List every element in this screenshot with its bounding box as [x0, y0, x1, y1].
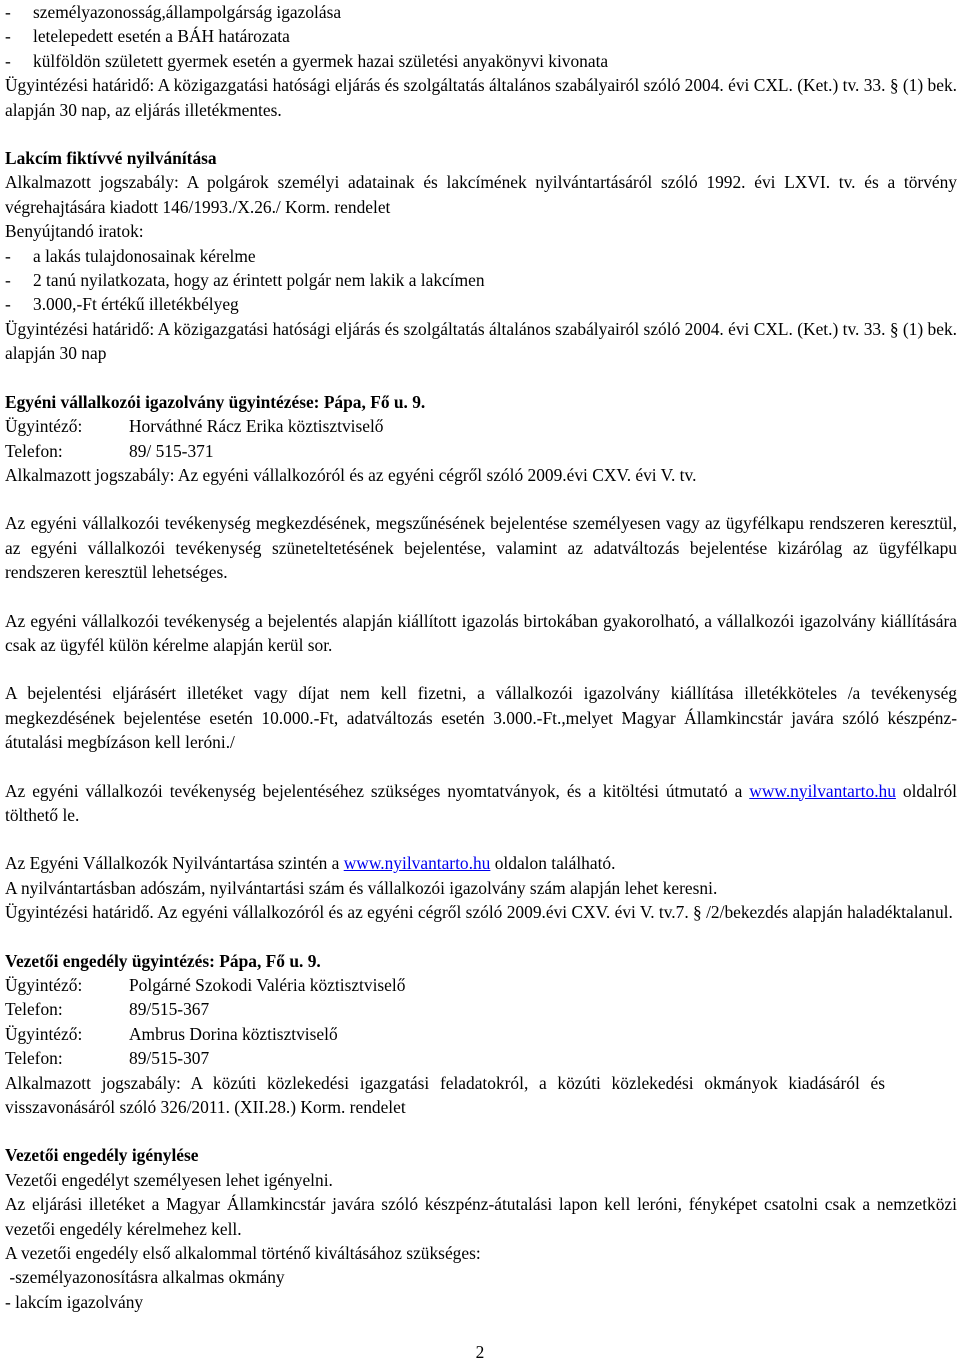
vezetoi-law: Alkalmazott jogszabály: A közúti közlekedési igazgatási feladatokról, a közúti közlekedési okmányok kiadásáról és visszavonásáról szóló 326/2011. (XII.28.) Korm. rendelet — [5, 1072, 885, 1118]
list-item: - lakcím igazolvány — [5, 1291, 144, 1312]
lakcim-law: Alkalmazott jogszabály: A polgárok személyi adatainak és lakcímének nyilvántartásáról szóló 1992. évi LXVI. tv. és a törvény végrehajtására kiadott 146/1993./X.26./ Korm. rendelet — [5, 172, 957, 217]
contact-row — [5, 973, 957, 997]
contact-label: Ügyintéző: — [5, 1023, 83, 1044]
paragraph: Vezetői engedélyt személyesen lehet igényelni. — [5, 1169, 333, 1190]
contact-row — [5, 414, 957, 438]
phone-row — [5, 439, 957, 463]
page-number: 2 — [475, 1342, 485, 1362]
phone-number: 89/515-367 — [129, 999, 210, 1020]
list-item: - 3.000,-Ft értékű illetékbélyeg — [5, 292, 957, 316]
phone-number: 89/ 515-371 — [129, 440, 214, 461]
paragraph: Ügyintézési határidő. Az egyéni vállalkozóról és az egyéni cégről szóló 2009.évi CXV. évi V. tv.7. § /2/bekezdés alapján haladéktalanul. — [5, 902, 953, 923]
list-item: -személyazonosításra alkalmas okmány — [5, 1267, 285, 1288]
section-title-igenyles: Vezetői engedély igénylése — [5, 1145, 199, 1166]
section-title-lakcim: Lakcím fiktívvé nyilvánítása — [5, 148, 217, 169]
phone-label: Telefon: — [5, 999, 63, 1020]
vallalkozoi-law: Alkalmazott jogszabály: Az egyéni vállalkozóról és az egyéni cégről szóló 2009.évi CXV. évi V. tv. — [5, 464, 697, 485]
paragraph: Az eljárási illetéket a Magyar Államkincstár javára szóló készpénz-átutalási lapon kell leróni, fényképet csatolni csak a nemzetközi vezetői engedély kérelmehez kell. — [5, 1194, 957, 1239]
document-page — [5, 0, 957, 1314]
paragraph: A bejelentési eljárásért illetéket vagy díjat nem kell fizetni, a vállalkozói igazolvány kiállítása illetékköteles /a tevékenység megkezdésének bejelentése esetén 10.000.-Ft, adatváltozás esetén 3.000.-Ft.,melyet Magyar Államkincstár javára szóló készpénz-átutalási megbízáson kell leróni./ — [5, 683, 957, 753]
contact-label: Ügyintéző: — [5, 416, 83, 437]
list-item: - 2 tanú nyilatkozata, hogy az érintett polgár nem lakik a lakcímen — [5, 268, 957, 292]
phone-row — [5, 997, 957, 1021]
contact-name: Horváthné Rácz Erika köztisztviselő — [129, 416, 384, 437]
section-title-vallalkozoi: Egyéni vállalkozói igazolvány ügyintézése: Pápa, Fő u. 9. — [5, 391, 426, 412]
lakcim-deadline: Ügyintézési határidő: A közigazgatási hatósági eljárás és szolgáltatás általános szabályairól szóló 2004. évi CXL. (Ket.) tv. 33. § (1) bek. alapján 30 nap — [5, 318, 957, 364]
nyilvantarto-link[interactable]: www.nyilvantarto.hu — [343, 853, 491, 874]
paragraph: A nyilvántartásban adószám, nyilvántartási szám és vállalkozói igazolvány szám alapján lehet keresni. — [5, 877, 718, 898]
contact-row — [5, 1022, 957, 1046]
list-item: - a lakás tulajdonosainak kérelme — [5, 244, 957, 268]
nyilvantarto-link[interactable]: www.nyilvantarto.hu — [749, 780, 896, 801]
contact-name: Polgárné Szokodi Valéria köztisztviselő — [129, 975, 406, 995]
paragraph: A vezetői engedély első alkalommal történő kiváltásához szükséges: — [5, 1243, 481, 1264]
phone-row — [5, 1046, 957, 1070]
lakcim-docs-label: Benyújtandó iratok: — [5, 221, 144, 242]
contact-name: Ambrus Dorina köztisztviselő — [129, 1023, 338, 1044]
paragraph: Az Egyéni Vállalkozók Nyilvántartása szintén a www.nyilvantarto.hu oldalon található. — [5, 853, 616, 874]
phone-label: Telefon: — [5, 1048, 63, 1069]
paragraph: Az egyéni vállalkozói tevékenység bejelentéséhez szükséges nyomtatványok, és a kitöltési útmutató a www.nyilvantarto.hu oldalról tölthető le. — [5, 780, 957, 825]
list-item: - letelepedett esetén a BÁH határozata — [5, 24, 957, 48]
list-item: - személyazonosság,állampolgárság igazolása — [5, 0, 957, 24]
contact-label: Ügyintéző: — [5, 975, 83, 995]
section-title-vezetoi: Vezetői engedély ügyintézés: Pápa, Fő u. 9. — [5, 950, 321, 971]
top-deadline: Ügyintézési határidő: A közigazgatási hatósági eljárás és szolgáltatás általános szabályairól szóló 2004. évi CXL. (Ket.) tv. 33. § (1) bek. alapján 30 nap, az eljárás illetékmentes. — [5, 75, 957, 120]
paragraph: Az egyéni vállalkozói tevékenység a bejelentés alapján kiállított igazolás birtokában gyakorolható, a vállalkozói igazolvány kiállítására csak az ügyfél külön kérelme alapján kerül sor. — [5, 610, 957, 655]
list-item: - külföldön született gyermek esetén a gyermek hazai születési anyakönyvi kivonata — [5, 49, 957, 73]
phone-number: 89/515-307 — [129, 1048, 210, 1069]
paragraph: Az egyéni vállalkozói tevékenység megkezdésének, megszűnésének bejelentése személyesen vagy az ügyfélkapu rendszeren keresztül, az egyéni vállalkozói tevékenység szüneteltetésének bejelentése, valamint az adatváltozás bejelentése kizárólag az ügyfélkapu rendszeren keresztül lehetséges. — [5, 513, 957, 583]
phone-label: Telefon: — [5, 440, 63, 461]
